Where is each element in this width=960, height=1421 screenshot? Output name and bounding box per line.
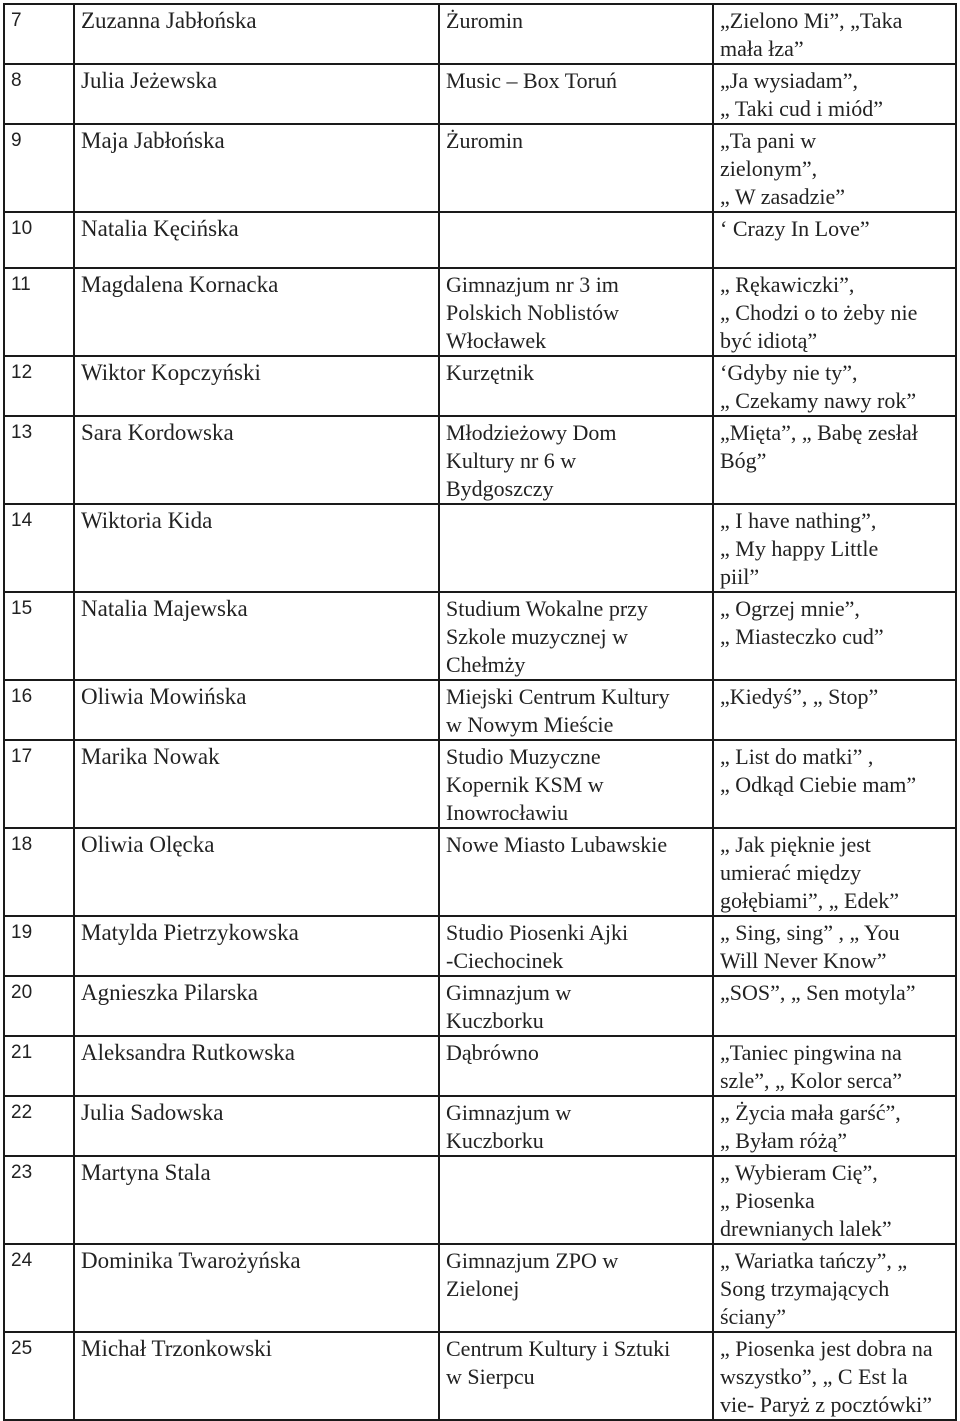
- participant-name: Natalia Kęcińska: [74, 212, 439, 268]
- row-number: 9: [4, 124, 74, 212]
- row-number: 17: [4, 740, 74, 828]
- table-row: [4, 740, 956, 828]
- song-titles: „ Jak pięknie jest umierać między gołębiami”, „ Edek”: [713, 828, 956, 916]
- row-number: 12: [4, 356, 74, 416]
- row-number: 16: [4, 680, 74, 740]
- table-row: [4, 592, 956, 680]
- table-row: [4, 1244, 956, 1332]
- institution-place: [439, 212, 713, 268]
- row-number: 18: [4, 828, 74, 916]
- participant-name: Maja Jabłońska: [74, 124, 439, 212]
- institution-place: Studio Piosenki Ajki -Ciechocinek: [439, 916, 713, 976]
- song-titles: ‘Gdyby nie ty”, „ Czekamy nawy rok”: [713, 356, 956, 416]
- row-number: 14: [4, 504, 74, 592]
- institution-place: Miejski Centrum Kultury w Nowym Mieście: [439, 680, 713, 740]
- song-titles: „ Życia mała garść”, „ Byłam różą”: [713, 1096, 956, 1156]
- institution-place: Gimnazjum w Kuczborku: [439, 1096, 713, 1156]
- institution-place: Nowe Miasto Lubawskie: [439, 828, 713, 916]
- song-titles: „ Rękawiczki”, „ Chodzi o to żeby nie być idiotą”: [713, 268, 956, 356]
- participant-name: Wiktor Kopczyński: [74, 356, 439, 416]
- participants-table: [3, 3, 957, 1421]
- song-titles: ‘ Crazy In Love”: [713, 212, 956, 268]
- participant-name: Julia Sadowska: [74, 1096, 439, 1156]
- row-number: 20: [4, 976, 74, 1036]
- institution-place: Gimnazjum nr 3 im Polskich Noblistów Włocławek: [439, 268, 713, 356]
- participant-name: Marika Nowak: [74, 740, 439, 828]
- song-titles: „Ja wysiadam”, „ Taki cud i miód”: [713, 64, 956, 124]
- table-row: [4, 680, 956, 740]
- institution-place: Żuromin: [439, 4, 713, 64]
- participant-name: Wiktoria Kida: [74, 504, 439, 592]
- table-row: [4, 1332, 956, 1420]
- table-row: [4, 416, 956, 504]
- song-titles: „Zielono Mi”, „Taka mała łza”: [713, 4, 956, 64]
- song-titles: „ Wariatka tańczy”, „ Song trzymających ściany”: [713, 1244, 956, 1332]
- table-row: [4, 976, 956, 1036]
- row-number: 10: [4, 212, 74, 268]
- song-titles: „ Ogrzej mnie”, „ Miasteczko cud”: [713, 592, 956, 680]
- participant-name: Matylda Pietrzykowska: [74, 916, 439, 976]
- table-row: [4, 1036, 956, 1096]
- participant-name: Natalia Majewska: [74, 592, 439, 680]
- participant-name: Martyna Stala: [74, 1156, 439, 1244]
- participant-name: Aleksandra Rutkowska: [74, 1036, 439, 1096]
- institution-place: Dąbrówno: [439, 1036, 713, 1096]
- institution-place: Studium Wokalne przy Szkole muzycznej w Chełmży: [439, 592, 713, 680]
- row-number: 24: [4, 1244, 74, 1332]
- song-titles: „ Piosenka jest dobra na wszystko”, „ C Est la vie- Paryż z pocztówki”: [713, 1332, 956, 1420]
- institution-place: Music – Box Toruń: [439, 64, 713, 124]
- song-titles: „Mięta”, „ Babę zesłał Bóg”: [713, 416, 956, 504]
- song-titles: „Kiedyś”, „ Stop”: [713, 680, 956, 740]
- table-row: [4, 916, 956, 976]
- row-number: 13: [4, 416, 74, 504]
- song-titles: „Taniec pingwina na szle”, „ Kolor serca”: [713, 1036, 956, 1096]
- table-row: [4, 828, 956, 916]
- table-row: [4, 4, 956, 64]
- institution-place: Studio Muzyczne Kopernik KSM w Inowrocławiu: [439, 740, 713, 828]
- row-number: 23: [4, 1156, 74, 1244]
- table-row: [4, 504, 956, 592]
- participant-name: Julia Jeżewska: [74, 64, 439, 124]
- institution-place: Gimnazjum w Kuczborku: [439, 976, 713, 1036]
- song-titles: „ Wybieram Cię”, „ Piosenka drewnianych lalek”: [713, 1156, 956, 1244]
- row-number: 8: [4, 64, 74, 124]
- row-number: 21: [4, 1036, 74, 1096]
- song-titles: „ Sing, sing” , „ You Will Never Know”: [713, 916, 956, 976]
- institution-place: Żuromin: [439, 124, 713, 212]
- song-titles: „ List do matki” , „ Odkąd Ciebie mam”: [713, 740, 956, 828]
- row-number: 25: [4, 1332, 74, 1420]
- participant-name: Zuzanna Jabłońska: [74, 4, 439, 64]
- institution-place: Centrum Kultury i Sztuki w Sierpcu: [439, 1332, 713, 1420]
- table-row: [4, 212, 956, 268]
- table-row: [4, 64, 956, 124]
- song-titles: „ I have nathing”, „ My happy Little piil”: [713, 504, 956, 592]
- participant-name: Sara Kordowska: [74, 416, 439, 504]
- participant-name: Magdalena Kornacka: [74, 268, 439, 356]
- participant-name: Dominika Twarożyńska: [74, 1244, 439, 1332]
- participant-name: Oliwia Olęcka: [74, 828, 439, 916]
- row-number: 19: [4, 916, 74, 976]
- table-row: [4, 1156, 956, 1244]
- table-row: [4, 124, 956, 212]
- table-row: [4, 1096, 956, 1156]
- participant-name: Agnieszka Pilarska: [74, 976, 439, 1036]
- table-row: [4, 356, 956, 416]
- row-number: 7: [4, 4, 74, 64]
- institution-place: [439, 504, 713, 592]
- table-row: [4, 268, 956, 356]
- song-titles: „Ta pani w zielonym”, „ W zasadzie”: [713, 124, 956, 212]
- participant-name: Michał Trzonkowski: [74, 1332, 439, 1420]
- institution-place: Młodzieżowy Dom Kultury nr 6 w Bydgoszczy: [439, 416, 713, 504]
- participants-table-body: [4, 4, 956, 1420]
- row-number: 22: [4, 1096, 74, 1156]
- song-titles: „SOS”, „ Sen motyla”: [713, 976, 956, 1036]
- institution-place: Kurzętnik: [439, 356, 713, 416]
- participant-name: Oliwia Mowińska: [74, 680, 439, 740]
- institution-place: Gimnazjum ZPO w Zielonej: [439, 1244, 713, 1332]
- institution-place: [439, 1156, 713, 1244]
- row-number: 11: [4, 268, 74, 356]
- row-number: 15: [4, 592, 74, 680]
